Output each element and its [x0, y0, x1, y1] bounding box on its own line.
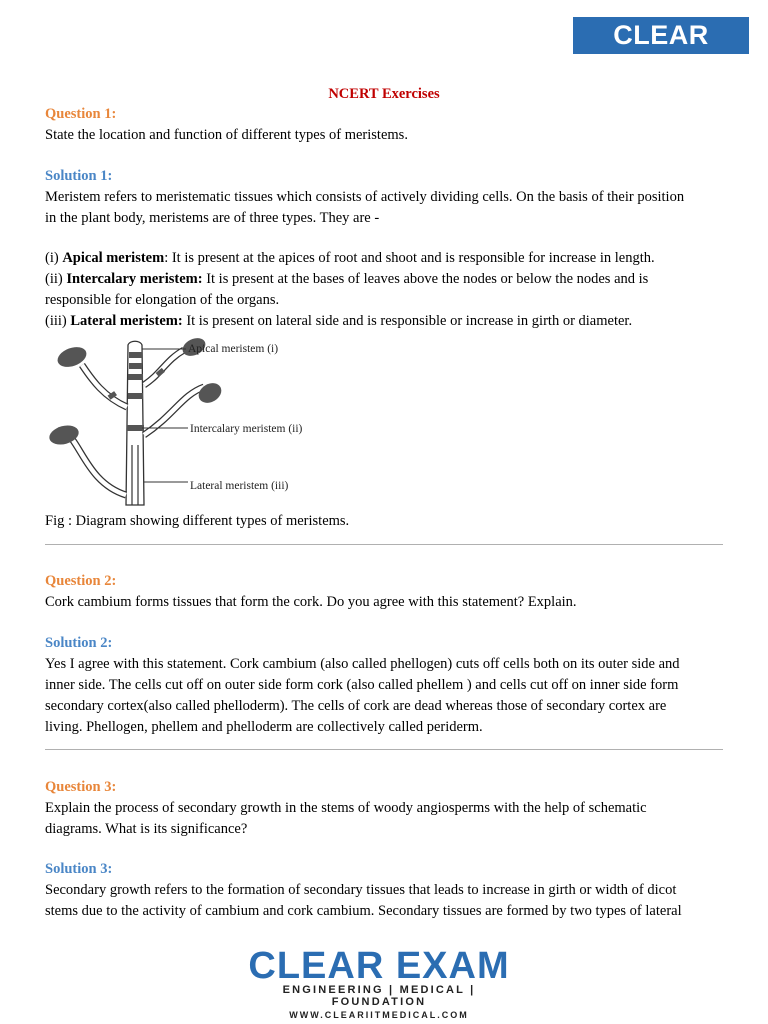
solution-2-label: Solution 2: [45, 635, 113, 651]
question-2-label: Question 2: [45, 573, 117, 589]
meristem-item-intercalary [45, 269, 725, 290]
item-term: Lateral meristem: [70, 313, 183, 329]
apical-band [128, 374, 143, 380]
solution-3-line: Secondary growth refers to the formation of secondary tissues that leads to increase in girth or width of dicot [45, 882, 677, 898]
footer-tagline: ENGINEERING | MEDICAL | FOUNDATION [282, 984, 476, 1008]
item-term: Apical meristem [62, 250, 165, 266]
page-title: NCERT Exercises [328, 86, 440, 102]
label-intercalary: Intercalary meristem (ii) [190, 423, 303, 435]
meristem-item-apical [45, 248, 725, 269]
footer-brand: CLEAR EXAM [248, 945, 510, 987]
item-prefix: (ii) [45, 271, 67, 287]
question-1-text: State the location and function of different types of meristems. [45, 127, 408, 143]
item-term: Intercalary meristem: [66, 271, 203, 287]
apical-band [129, 352, 142, 358]
solution-3-label: Solution 3: [45, 861, 113, 877]
solution-1-line: Meristem refers to meristematic tissues which consists of actively dividing cells. On the basis of their position [45, 189, 685, 205]
solution-1-label: Solution 1: [45, 168, 113, 184]
item-prefix: (i) [45, 250, 63, 266]
solution-2-line: secondary cortex(also called phelloderm). The cells of cork are dead whereas those of secondary cortex are [45, 698, 667, 714]
label-apical: Apical meristem (i) [188, 343, 279, 355]
question-3-line: diagrams. What is its significance? [45, 821, 248, 837]
figure-caption: Fig : Diagram showing different types of meristems. [45, 513, 350, 529]
question-3-label: Question 3: [45, 779, 117, 795]
apical-band [128, 393, 143, 399]
leaf [195, 379, 225, 407]
meristem-item-intercalary-cont: responsible for elongation of the organs. [45, 292, 280, 308]
brand-logo: CLEAR EXAM [573, 17, 749, 54]
item-text: It is present on lateral side and is responsible or increase in girth or diameter. [182, 313, 633, 329]
question-3-line: Explain the process of secondary growth in the stems of woody angiosperms with the help of schematic [45, 800, 647, 816]
item-text: It is present at the bases of leaves above the nodes or below the nodes and is [202, 271, 649, 287]
meristem-diagram [44, 335, 324, 510]
solution-3-line: stems due to the activity of cambium and cork cambium. Secondary tissues are formed by two types of lateral [45, 903, 682, 919]
intercalary-band [127, 425, 144, 431]
footer-url: WWW.CLEARIITMEDICAL.COM [289, 1010, 469, 1020]
solution-2-line: inner side. The cells cut off on outer side form cork (also called phellem ) and cells cut off on inner side form [45, 677, 679, 693]
question-2-text: Cork cambium forms tissues that form the cork. Do you agree with this statement? Explain. [45, 594, 577, 610]
footer-logo [245, 946, 513, 1020]
divider [45, 544, 723, 545]
solution-1-line: in the plant body, meristems are of three types. They are - [45, 210, 380, 226]
question-1-label: Question 1: [45, 106, 117, 122]
label-lateral: Lateral meristem (iii) [190, 480, 289, 492]
solution-2-line: living. Phellogen, phellem and phelloderm are collectively called periderm. [45, 719, 483, 735]
apical-band [129, 363, 142, 369]
item-text: : It is present at the apices of root and shoot and is responsible for increase in length. [164, 250, 655, 266]
item-prefix: (iii) [45, 313, 71, 329]
meristem-item-lateral [45, 311, 725, 332]
divider [45, 749, 723, 750]
solution-2-line: Yes I agree with this statement. Cork cambium (also called phellogen) cuts off cells both on its outer side and [45, 656, 680, 672]
